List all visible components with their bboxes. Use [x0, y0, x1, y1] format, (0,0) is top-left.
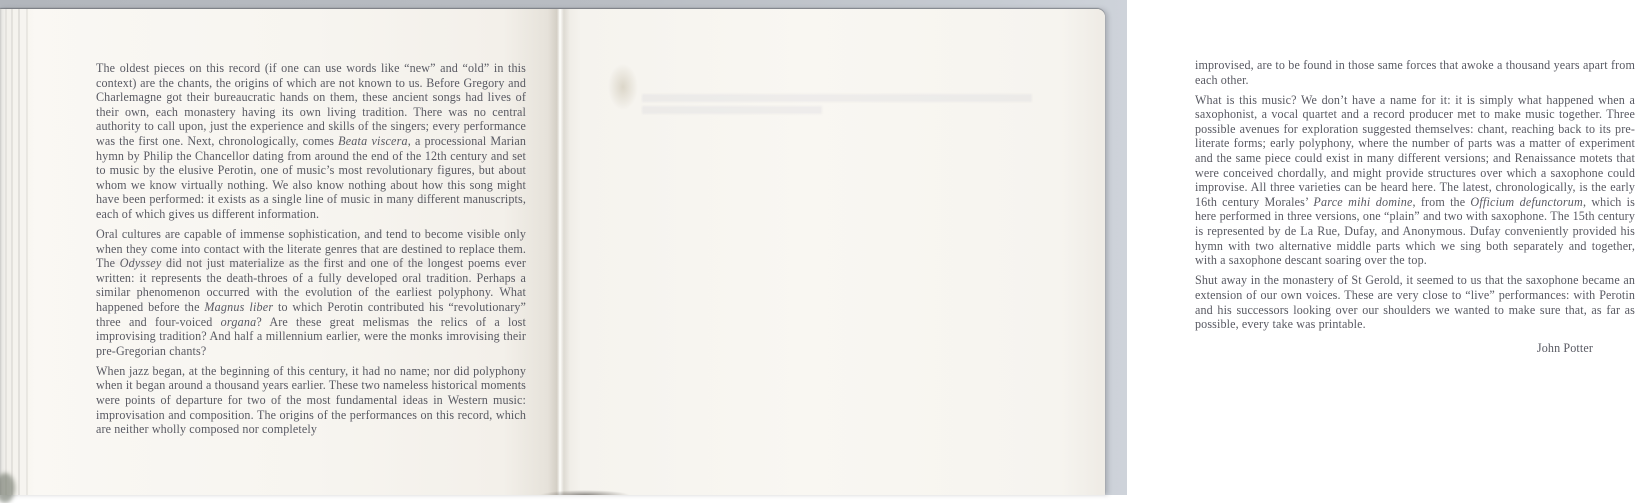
show-through-ghost [642, 106, 822, 114]
left-paragraph-3: When jazz began, at the beginning of this century, it had no name; nor did polyphony when it began around a thousand years earlier. These two nameless historical moments were points of departure for two of the most fundamental ideas in Western music: improvisation and composition. The origins of the performances on this record, which are neither wholly composed nor completely [96, 363, 526, 437]
right-paragraph-1: improvised, are to be found in those same forces that awoke a thousand years apart from each other. [1195, 58, 1635, 87]
left-paragraph-2: Oral cultures are capable of immense sophistication, and tend to become visible only when they come into contact with the literate genres that are destined to replace them. The Odyssey did not just materialize as the first and one of the longest poems ever written: it represents the death-throes of a fully developed oral tradition. Perhaps a similar phenomenon occurred with the evolution of the earliest polyphony. What happened before the Magnus liber to which Perotin contributed his “revolutionary” three and four-voiced organa? Are these great melismas the relics of a lost improvising tradition? And half a millennium earlier, were the monks imrovising their pre-Gregorian chants? [96, 227, 527, 358]
right-page [559, 9, 1635, 495]
show-through-ghost [110, 259, 440, 267]
bottom-fold-shadow [540, 490, 630, 495]
right-page-text [1195, 58, 1635, 355]
left-paragraph-1: The oldest pieces on this record (if one can use words like “new” and “old” in this context) are the chants, the origins of which are not known to us. Before Gregory and Charlemagne got their bureaucratic hands on them, these ancient songs had lives of their own, each monastery having its own living tradition. There was no central authority to call upon, just the experience and skills of the singers; every performance was the first one. Next, chronologically, comes Beata viscera, a processional Marian hymn by Philip the Chancellor dating from around the end of the 12th century and set to music by the elusive Perotin, one of music’s most revolutionary figures, but about whom we know virtually nothing. We also know nothing about how this song might have been performed: it exists as a single line of music in many different manuscripts, each of which gives us different information. [96, 61, 526, 221]
left-page-text [96, 61, 526, 442]
author-signature: John Potter [1536, 340, 1593, 355]
page-stack-edges [0, 9, 34, 495]
show-through-ghost [642, 94, 1032, 102]
center-fold [548, 9, 570, 495]
open-booklet [0, 9, 1635, 495]
right-paragraph-3: Shut away in the monastery of St Gerold, it seemed to us that the saxophone became an extension of our own voices. These are very close to “live” performances: with Perotin and his successors looking over our shoulders we wanted to make sure that, as far as possible, every take was printable. [1195, 273, 1635, 332]
paper-stain [608, 64, 638, 110]
right-paragraph-2: What is this music? We don’t have a name for it: it is simply what happened when a saxophonist, a vocal quartet and a record producer met to make music together. Three possible avenues for exploration suggested themselves: chant, reaching back to its pre-literate forms; early polyphony, where the number of parts was a matter of experiment and the same piece could exist in many different versions; and Renaissance motets that were conceived chordally, and might provide structures over which a saxophone could improvise. All three varieties can be heard here. The latest, chronologically, is the early 16th century Morales’ Parce mihi domine, from the Officium defunctorum, which is here performed in three versions, one “plain” and two with saxophone. The 15th century is represented by de La Rue, Dufay, and Anonymous. Dufay conveniently provided his hymn with two alternative middle parts which we sing both separately and together, with a saxophone descant soaring over the top. [1195, 92, 1635, 268]
left-page [0, 9, 559, 495]
